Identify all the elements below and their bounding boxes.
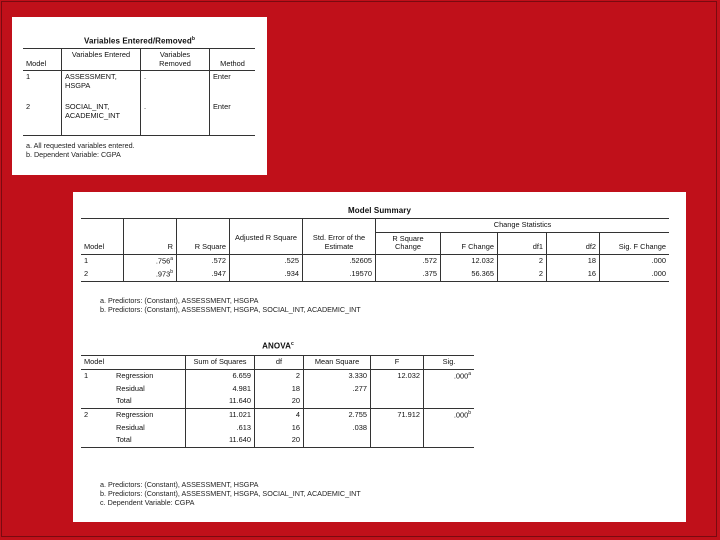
ms-col-f-change: F Change — [441, 232, 498, 254]
cell-ss: 11.021 — [186, 408, 255, 421]
cell-sig-value: .000 — [453, 370, 469, 380]
cell-df: 20 — [255, 395, 304, 408]
cell-sig-sup: a — [468, 370, 471, 377]
table-row — [81, 254, 669, 267]
cell-sig — [424, 369, 475, 382]
footnote: a. Predictors: (Constant), ASSESSMENT, HSGPA — [100, 480, 259, 489]
ms-col-r: R — [124, 232, 177, 254]
cell-source: Regression — [116, 409, 154, 419]
ms-col-model: Model — [84, 242, 105, 252]
col-model-header: Model — [23, 49, 62, 71]
cell-sig — [424, 434, 475, 447]
anova-title — [173, 341, 383, 351]
cell-r-square: .947 — [177, 268, 230, 281]
variables-table-title-text: Variables Entered/Removed — [83, 36, 192, 46]
cell-sig — [424, 383, 475, 396]
cell-std-error: .19570 — [303, 268, 376, 281]
cell-f — [371, 383, 424, 396]
model-summary-table — [81, 218, 669, 282]
footnote: b. Predictors: (Constant), ASSESSMENT, HSGPA, SOCIAL_INT, ACADEMIC_INT — [100, 305, 361, 314]
ms-col-adj-r-square: Adjusted R Square — [230, 232, 303, 254]
cell-f: 71.912 — [371, 408, 424, 421]
col-removed-header: Variables Removed — [141, 49, 210, 71]
anova-col-source-spacer — [113, 356, 186, 370]
cell-sig — [424, 395, 475, 408]
cell-f — [371, 422, 424, 435]
cell-model: 1 — [84, 370, 89, 380]
cell-entered: SOCIAL_INT, ACADEMIC_INT — [62, 101, 141, 136]
anova-col-mean-square: Mean Square — [304, 356, 371, 370]
cell-f-change: 12.032 — [441, 254, 498, 267]
cell-method: Enter — [210, 71, 256, 102]
cell-removed: . — [141, 71, 210, 102]
cell-r-sup: a — [170, 255, 173, 262]
cell-ss: 4.981 — [186, 383, 255, 396]
change-statistics-header: Change Statistics — [376, 219, 670, 233]
anova-col-sum-of-squares: Sum of Squares — [186, 356, 255, 370]
cell-df1: 2 — [498, 268, 547, 281]
variables-entered-panel — [12, 17, 267, 175]
cell-ss: .613 — [186, 422, 255, 435]
ms-col-r-square: R Square — [177, 232, 230, 254]
anova-table — [81, 355, 474, 448]
cell-source: Total — [116, 435, 132, 445]
cell-model: 2 — [84, 409, 89, 419]
cell-r — [124, 254, 177, 267]
cell-ss: 6.659 — [186, 369, 255, 382]
cell-ms: .277 — [304, 383, 371, 396]
cell-model: 1 — [84, 255, 89, 265]
cell-ss: 11.640 — [186, 395, 255, 408]
table-row — [81, 434, 474, 447]
anova-title-sup: c — [290, 341, 294, 347]
cell-sig-f-change: .000 — [600, 254, 670, 267]
cell-f-change: 56.365 — [441, 268, 498, 281]
cell-source: Total — [116, 396, 132, 406]
ms-col-r-square-change: R Square Change — [376, 232, 441, 254]
variables-table-title — [12, 36, 267, 46]
cell-model: 2 — [84, 268, 89, 278]
cell-model — [81, 422, 113, 435]
anova-col-model: Model — [84, 357, 105, 366]
cell-source: Regression — [116, 370, 154, 380]
cell-sig — [424, 422, 475, 435]
table-row — [81, 383, 474, 396]
ms-col-df1: df1 — [498, 232, 547, 254]
cell-sig — [424, 408, 475, 421]
cell-ms — [304, 434, 371, 447]
cell-df: 20 — [255, 434, 304, 447]
cell-ms: 2.755 — [304, 408, 371, 421]
footnote: b. Dependent Variable: CGPA — [26, 150, 121, 159]
footnote: a. All requested variables entered. — [26, 141, 135, 150]
anova-col-sig: Sig. — [424, 356, 475, 370]
cell-model: 2 — [26, 102, 31, 112]
cell-df: 2 — [255, 369, 304, 382]
ms-col-df2: df2 — [547, 232, 600, 254]
anova-col-f: F — [371, 356, 424, 370]
footnote: c. Dependent Variable: CGPA — [100, 498, 195, 507]
cell-df: 18 — [255, 383, 304, 396]
col-method-header: Method — [210, 49, 256, 71]
cell-adj-r-square: .934 — [230, 268, 303, 281]
col-entered-header: Variables Entered — [62, 49, 141, 71]
cell-ms — [304, 395, 371, 408]
cell-f — [371, 395, 424, 408]
cell-r-sup: b — [170, 268, 173, 275]
cell-ms: 3.330 — [304, 369, 371, 382]
cell-model — [81, 395, 113, 408]
cell-model — [81, 383, 113, 396]
anova-footnotes — [100, 480, 361, 507]
cell-f: 12.032 — [371, 369, 424, 382]
cell-df2: 16 — [547, 268, 600, 281]
cell-removed: . — [141, 101, 210, 136]
cell-model — [81, 434, 113, 447]
table-row — [81, 422, 474, 435]
cell-sig-sup: b — [468, 409, 471, 416]
cell-df: 4 — [255, 408, 304, 421]
variables-footnotes — [26, 141, 135, 159]
footnote: b. Predictors: (Constant), ASSESSMENT, HSGPA, SOCIAL_INT, ACADEMIC_INT — [100, 489, 361, 498]
table-row — [23, 101, 255, 136]
model-summary-footnotes — [100, 296, 361, 314]
cell-df2: 18 — [547, 254, 600, 267]
model-summary-title: Model Summary — [347, 206, 412, 215]
cell-model: 1 — [26, 72, 31, 82]
table-row — [81, 395, 474, 408]
table-row — [81, 268, 669, 281]
cell-sig-value: .000 — [453, 410, 469, 419]
cell-f — [371, 434, 424, 447]
cell-adj-r-square: .525 — [230, 254, 303, 267]
cell-r-value: .973 — [155, 269, 171, 278]
ms-header-model-spacer — [81, 219, 124, 233]
cell-sig-f-change: .000 — [600, 268, 670, 281]
variables-table — [23, 48, 255, 136]
table-row — [23, 71, 255, 102]
cell-ms: .038 — [304, 422, 371, 435]
cell-source: Residual — [116, 383, 145, 393]
table-row — [81, 369, 474, 382]
variables-table-title-sup: b — [191, 36, 196, 42]
cell-ss: 11.640 — [186, 434, 255, 447]
cell-std-error: .52605 — [303, 254, 376, 267]
cell-method: Enter — [210, 101, 256, 136]
anova-col-df: df — [255, 356, 304, 370]
anova-title-text: ANOVA — [262, 341, 291, 351]
cell-r-square-change: .572 — [376, 254, 441, 267]
regression-output-panel — [73, 192, 686, 522]
ms-col-std-error: Std. Error of the Estimate — [303, 232, 376, 254]
cell-r — [124, 268, 177, 281]
footnote: a. Predictors: (Constant), ASSESSMENT, HSGPA — [100, 296, 259, 305]
cell-df1: 2 — [498, 254, 547, 267]
cell-source: Residual — [116, 422, 145, 432]
cell-r-square-change: .375 — [376, 268, 441, 281]
cell-r-square: .572 — [177, 254, 230, 267]
ms-col-sig-f-change: Sig. F Change — [600, 232, 670, 254]
cell-entered: ASSESSMENT, HSGPA — [62, 71, 141, 102]
cell-r-value: .756 — [155, 256, 171, 266]
cell-df: 16 — [255, 422, 304, 435]
table-row — [81, 408, 474, 421]
